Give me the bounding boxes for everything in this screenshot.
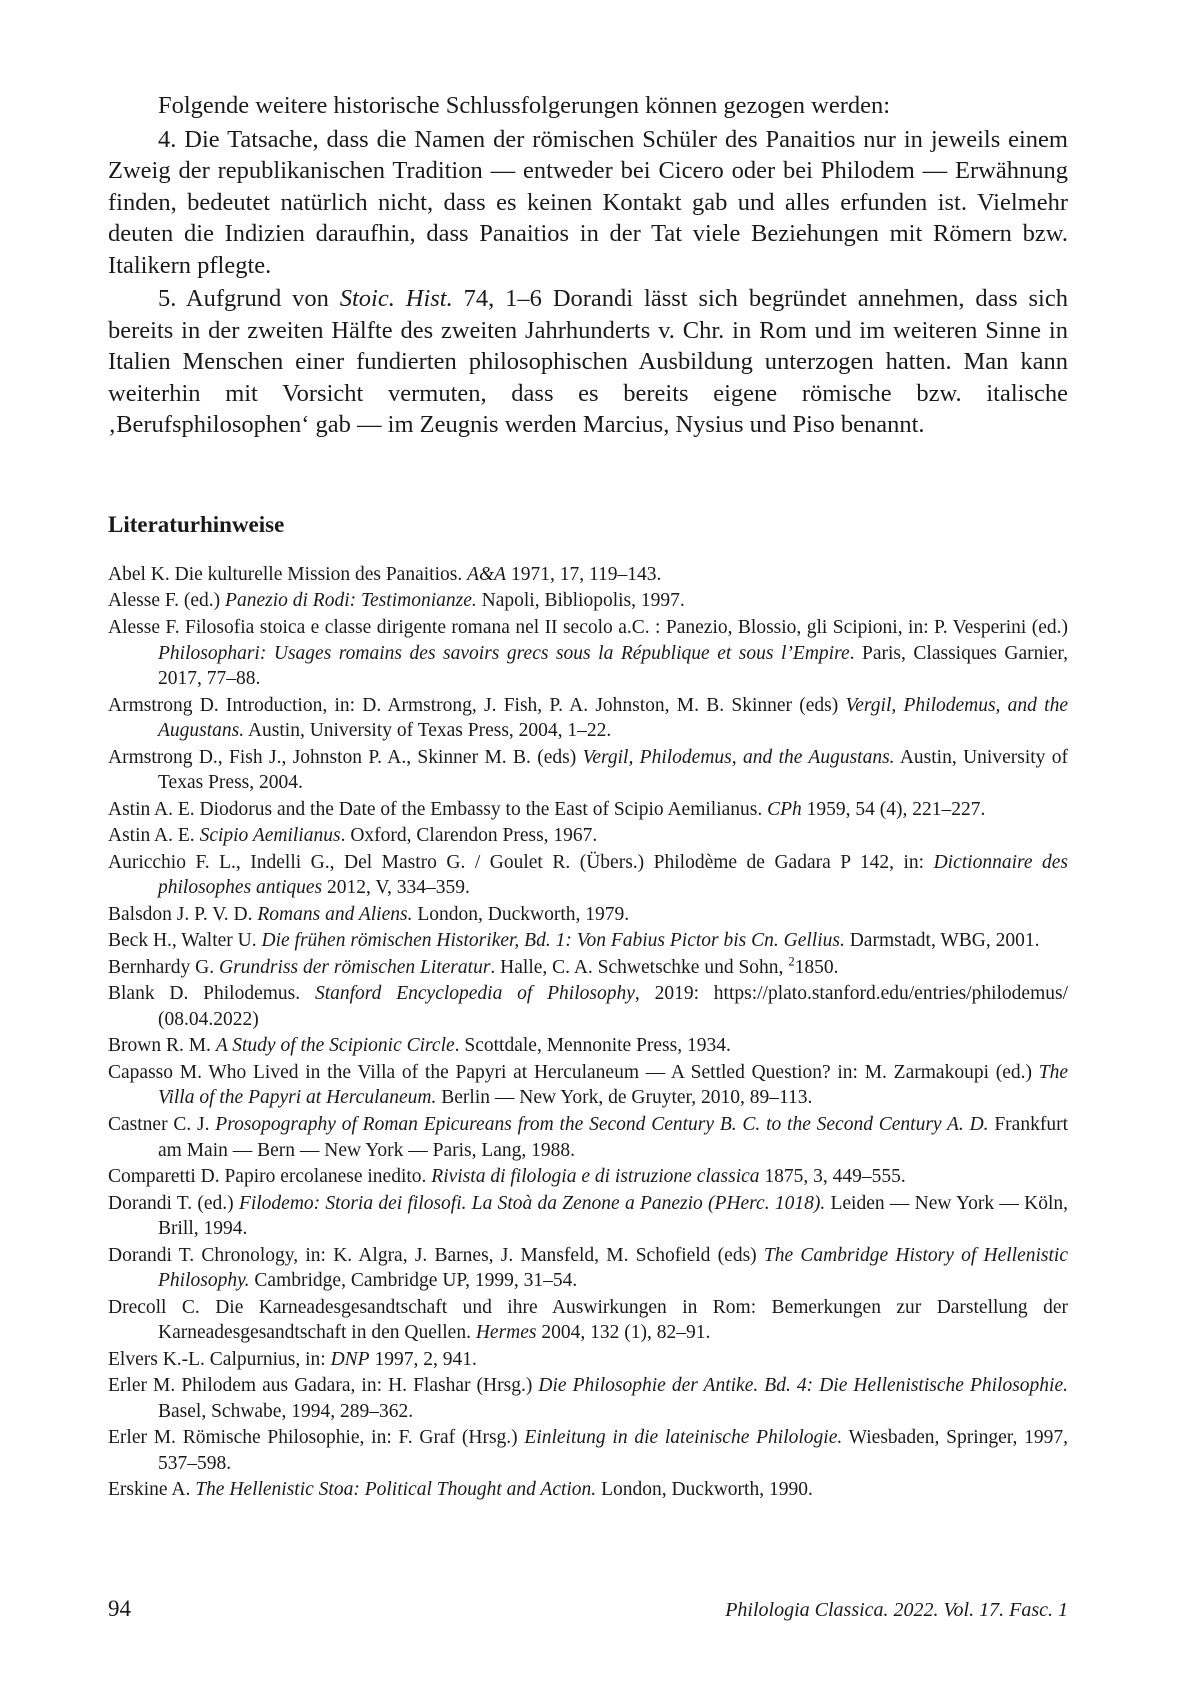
reference-entry [108,955,1068,981]
body-text [108,90,1068,441]
reference-details: Austin, University of Texas Press, 2004, 1–22. [244,720,612,742]
reference-entry [108,1295,1068,1346]
reference-entry [108,1164,1068,1190]
reference-entry [108,615,1068,692]
reference-entry [108,562,1068,588]
reference-title: Vergil, Philodemus, and the Augustans. [582,746,895,768]
reference-text: Comparetti D. Papiro ercolanese inedito. [108,1166,432,1188]
reference-details: Frankfurt am Main — Bern — New York — Paris, Lang, 1988. [158,1113,1068,1161]
point-5-citation: Stoic. Hist. [339,285,453,312]
reference-entry [108,1477,1068,1503]
reference-details: 2004, 132 (1), 82–91. [536,1322,711,1344]
reference-text: Blank D. Philodemus. [108,983,315,1005]
reference-text: Alesse F. Filosofia stoica e classe dirigente romana nel II secolo a.C. : Panezio, Blossio, gli Scipioni, in: P. Vesperini (ed.) [108,616,1068,638]
reference-details: Napoli, Bibliopolis, 1997. [476,590,685,612]
reference-text: Dorandi T. (ed.) [108,1192,239,1214]
reference-details: 1875, 3, 449–555. [759,1166,906,1188]
references-heading: Literaturhinweise [108,512,285,537]
reference-details: Darmstadt, WBG, 2001. [844,930,1040,952]
reference-text: Erler M. Philodem aus Gadara, in: H. Flashar (Hrsg.) [108,1375,539,1397]
reference-details: . Scottdale, Mennonite Press, 1934. [454,1035,731,1057]
point-5-paragraph [108,283,1068,441]
reference-text: Abel K. Die kulturelle Mission des Panaitios. [108,564,468,585]
reference-entry [108,928,1068,954]
reference-details: 1959, 54 (4), 221–227. [801,798,986,820]
reference-text: Armstrong D. Introduction, in: D. Armstrong, J. Fish, P. A. Johnston, M. B. Skinner (eds) [108,694,846,716]
journal-citation: Philologia Classica. 2022. Vol. 17. Fasc. 1 [725,1599,1068,1621]
reference-entry [108,1191,1068,1242]
reference-entry [108,902,1068,928]
reference-text: Castner C. J. [108,1113,216,1135]
reference-text: Alesse F. (ed.) [108,590,226,612]
reference-text: Armstrong D., Fish J., Johnston P. A., Skinner M. B. (eds) [108,746,583,768]
reference-title: The Hellenistic Stoa: Political Thought and Action. [195,1479,597,1501]
reference-details: . Paris, Classiques Garnier, 2017, 77–88. [158,642,1069,690]
reference-title: A&A [467,564,507,585]
references-list [108,562,1068,1503]
reference-title: Dictionnaire des philosophes antiques [158,851,1068,899]
reference-title: Filodemo: Storia dei filosofi. La Stoà da Zenone a Panezio (PHerc. 1018). [238,1192,826,1214]
reference-title: CPh [767,798,802,820]
reference-entry [108,1112,1068,1163]
reference-text: Bernhardy G. [108,956,220,978]
reference-text: Elvers K.-L. Calpurnius, in: [108,1348,331,1370]
reference-title: Vergil, Philodemus, and the Augustans. [158,694,1068,742]
reference-title: Die Philosophie der Antike. Bd. 4: Die Hellenistische Philosophie. [538,1375,1068,1397]
reference-text: Astin A. E. Diodorus and the Date of the Embassy to the East of Scipio Aemilianus. [108,798,768,820]
reference-details: London, Duckworth, 1990. [596,1479,813,1501]
reference-title: The Cambridge History of Hellenistic Philosophy. [158,1244,1068,1292]
reference-details: . Halle, C. A. Schwetschke und Sohn, [490,956,789,978]
reference-text: Capasso M. Who Lived in the Villa of the Papyri at Herculaneum — A Settled Question? in: M. Zarmakoupi (ed.) [108,1061,1039,1083]
point-5-text-end: 74, 1–6 Dorandi lässt sich begründet annehmen, dass sich bereits in der zweiten Hälfte des zweiten Jahrhunderts v. Chr. in Rom und im weiteren Sinne in Italien Menschen einer fundierten philosophischen Ausbildung unterzogen hatten. Man kann weiterhin mit Vorsicht vermuten, dass es bereits eigene römische bzw. italische ‚Berufsphilosophen‘ gab — im Zeugnis werden Marcius, Nysius und Piso benannt. [108,285,1068,438]
reference-details: 1997, 2, 941. [369,1348,477,1370]
reference-entry [108,745,1068,796]
reference-details: Berlin — New York, de Gruyter, 2010, 89–113. [436,1087,813,1109]
reference-entry [108,588,1068,614]
reference-text: Dorandi T. Chronology, in: K. Algra, J. Barnes, J. Mansfeld, M. Schofield (eds) [108,1244,764,1266]
reference-details: Basel, Schwabe, 1994, 289–362. [158,1400,414,1422]
reference-title: DNP [330,1348,370,1370]
reference-title: Grundriss der römischen Literatur [219,956,491,978]
reference-entry [108,1373,1068,1424]
reference-title: Prosopography of Roman Epicureans from the Second Century B. C. to the Second Century A. D. [215,1113,989,1135]
reference-entry [108,823,1068,849]
reference-text: Beck H., Walter U. [108,930,262,952]
reference-details: 1971, 17, 119–143. [506,564,662,585]
reference-title: Rivista di filologia e di istruzione classica [431,1166,760,1188]
reference-details: , 2019: https://plato.stanford.edu/entries/philodemus/ (08.04.2022) [158,983,1068,1030]
edition-superscript: 2 [788,954,795,969]
reference-details: Leiden — New York — Köln, Brill, 1994. [158,1192,1069,1240]
reference-entry [108,1033,1068,1059]
reference-details: Austin, University of Texas Press, 2004. [158,746,1069,794]
reference-text: Erler M. Römische Philosophie, in: F. Graf (Hrsg.) [108,1427,525,1449]
reference-details: . Oxford, Clarendon Press, 1967. [340,825,598,847]
reference-text: Erskine A. [108,1479,196,1501]
reference-details: Cambridge, Cambridge UP, 1999, 31–54. [249,1270,578,1292]
reference-title: Philosophari: Usages romains des savoirs grecs sous la République et sous l’Empire [158,642,850,664]
reference-title: Hermes [475,1322,537,1344]
reference-entry [108,981,1068,1032]
reference-text: Brown R. M. [108,1035,216,1057]
reference-title: Scipio Aemilianus [199,825,341,847]
page-number: 94 [108,1596,131,1621]
reference-year: 1850. [794,956,839,978]
reference-details: 2012, V, 334–359. [322,877,470,899]
reference-entry [108,1243,1068,1294]
reference-entry [108,797,1068,823]
point-4-paragraph: 4. Die Tatsache, dass die Namen der römischen Schüler des Panaitios nur in jeweils einem Zweig der republikanischen Tradition — entweder bei Cicero oder bei Philodem — Erwähnung finden, bedeutet natürlich nicht, dass es keinen Kontakt gab und alles erfunden ist. Vielmehr deuten die Indizien daraufhin, dass Panaitios in der Tat viele Beziehungen mit Römern bzw. Italikern pflegte. [108,125,1068,279]
reference-title: Panezio di Rodi: Testimonianze. [225,590,477,612]
point-5-text-start: 5. Aufgrund von [158,285,340,312]
reference-title: A Study of the Scipionic Circle [215,1035,455,1057]
intro-paragraph: Folgende weitere historische Schlussfolgerungen können gezogen werden: [158,92,891,119]
reference-title: Die frühen römischen Historiker, Bd. 1: Von Fabius Pictor bis Cn. Gellius. [261,930,845,952]
reference-text: Auricchio F. L., Indelli G., Del Mastro G. / Goulet R. (Übers.) Philodème de Gadara P 142, in: [108,851,934,873]
reference-title: The Villa of the Papyri at Herculaneum. [158,1061,1068,1109]
reference-entry [108,850,1068,901]
reference-entry [108,1060,1068,1111]
page-footer [108,1596,1068,1622]
reference-text: Balsdon J. P. V. D. [108,903,258,925]
reference-entry [108,1425,1068,1476]
reference-entry [108,1347,1068,1373]
reference-text: Drecoll C. Die Karneadesgesandtschaft und ihre Auswirkungen in Rom: Bemerkungen zur Darstellung der Karneadesgesandtschaft in den Quellen. [108,1296,1068,1344]
reference-details: Wiesbaden, Springer, 1997, 537–598. [158,1427,1068,1474]
reference-text: Astin A. E. [108,825,200,847]
reference-title: Stanford Encyclopedia of Philosophy [314,983,635,1005]
reference-details: London, Duckworth, 1979. [412,903,630,925]
reference-title: Romans and Aliens. [257,903,413,925]
reference-title: Einleitung in die lateinische Philologie. [524,1427,843,1449]
reference-entry [108,693,1068,744]
